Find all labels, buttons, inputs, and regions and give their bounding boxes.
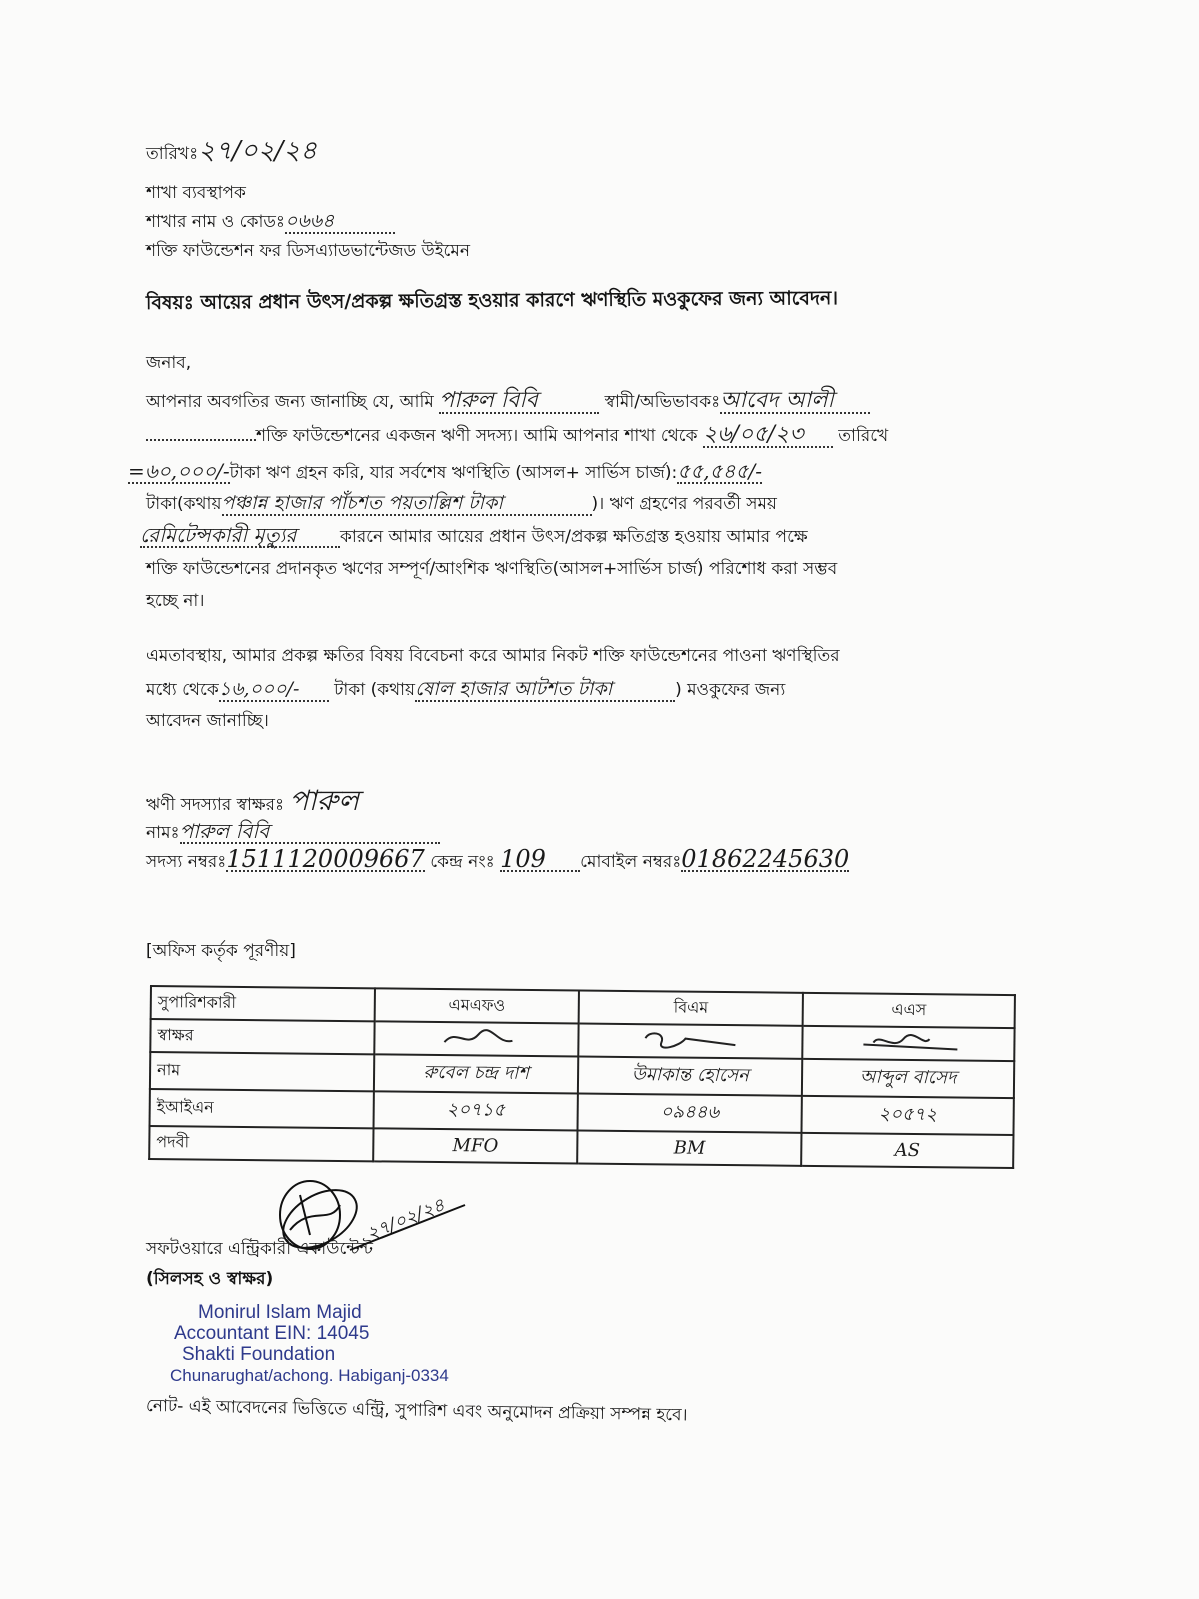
designation-cell: MFO	[373, 1128, 578, 1163]
accountant-label: সফটওয়ারে এন্ট্রিকারী একাউন্টেন্ট	[146, 1239, 374, 1259]
body-text: কারনে আমার আয়ের প্রধান উৎস/প্রকল্প ক্ষতিগ্রস্ত হওয়ায় আমার পক্ষে	[340, 527, 808, 547]
body-line-7: হচ্ছে না।	[146, 591, 205, 611]
signature-label: ঋণী সদস্যার স্বাক্ষরঃ	[146, 795, 285, 815]
member-no-label: সদস্য নম্বরঃ	[146, 852, 227, 872]
designation-cell: AS	[801, 1133, 1013, 1168]
member-ids-line	[146, 845, 850, 873]
waive-words-field: ষোল হাজার আটশত টাকা	[415, 678, 675, 702]
row-label: নাম	[150, 1052, 374, 1091]
body-line-9	[146, 678, 785, 702]
accountant-stamp	[170, 1302, 449, 1386]
member-signature-line	[146, 784, 359, 817]
designation-cell: BM	[577, 1130, 801, 1165]
role-cell: বিএম	[579, 990, 803, 1025]
row-label: ইআইএন	[150, 1089, 374, 1128]
body-text: শক্তি ফাউন্ডেশনের একজন ঋণী সদস্য। আমি আপনার শাখা থেকে	[256, 426, 698, 446]
outstanding-words-field: পঞ্চান্ন হাজার পাঁচশত পয়তাল্লিশ টাকা	[222, 492, 592, 516]
body-text: টাকা(কথায়	[146, 494, 222, 514]
stamp-line: Monirul Islam Majid	[198, 1302, 362, 1323]
outstanding-field: ৫৫,৫৪৫/-	[677, 459, 763, 483]
body-text: স্বামী/অভিভাবকঃ	[604, 392, 721, 412]
stamp-line: Chunarughat/achong. Habiganj-0334	[170, 1366, 449, 1385]
body-line-1	[146, 390, 870, 414]
date-label: তারিখঃ	[146, 144, 199, 164]
org-name: শক্তি ফাউন্ডেশন ফর ডিসএ্যাডভান্টেজড উইমেন	[146, 241, 470, 261]
name-cell: উমাকান্ত হোসেন	[578, 1056, 802, 1095]
row-label: স্বাক্ষর	[150, 1019, 374, 1054]
ein-cell: ২০৫৭২	[802, 1096, 1014, 1135]
loan-date-field: ২৬/০৫/২৩	[703, 424, 833, 448]
mobile-no: 01862245630	[681, 845, 850, 873]
ein-cell: ০৯৪৪৬	[578, 1093, 802, 1132]
mobile-label: মোবাইল নম্বরঃ	[580, 852, 682, 872]
signature-scribble-icon	[636, 1028, 746, 1051]
signature-scribble-icon	[853, 1030, 963, 1053]
date-value: ২৭/০২/২৪	[198, 136, 318, 166]
recipient: শাখা ব্যবস্থাপক	[146, 183, 246, 203]
signature-cell	[374, 1021, 579, 1056]
loan-amount-field: =৬০,০০০/-	[128, 459, 230, 483]
salutation: জনাব,	[146, 353, 192, 373]
body-text: টাকা ঋণ গ্রহন করি, যার সর্বশেষ ঋণস্থিতি (আসল+ সার্ভিস চার্জ):	[229, 463, 678, 483]
office-heading: [অফিস কর্তৃক পূরণীয়]	[146, 941, 296, 961]
waive-amount-field: ১৬,০০০/-	[219, 678, 329, 702]
blank-dots	[146, 439, 256, 441]
member-signature: পারুল	[289, 784, 359, 817]
accountant-sublabel: (সিলসহ ও স্বাক্ষর)	[146, 1269, 274, 1289]
accountant-signature-date: ২৭/০২/২৪	[363, 1194, 448, 1245]
signature-scribble-icon	[436, 1026, 516, 1049]
signature-cell	[802, 1026, 1014, 1061]
member-name-field: পারুল বিবি	[439, 390, 599, 414]
member-name: পারুল বিবি	[180, 820, 440, 844]
body-line-10: আবেদন জানাচ্ছি।	[146, 711, 269, 731]
role-cell: এমএফও	[375, 988, 580, 1023]
body-line-4	[146, 492, 777, 516]
row-label: সুপারিশকারী	[151, 986, 375, 1021]
member-name-line	[146, 820, 440, 844]
subject-line: বিষয়ঃ আয়ের প্রধান উৎস/প্রকল্প ক্ষতিগ্রস্ত হওয়ার কারণে ঋণস্থিতি মওকুফের জন্য আবেদন।	[145, 287, 839, 314]
branch-code: ০৬৬৪	[285, 210, 395, 234]
ein-cell: ২০৭১৫	[374, 1091, 579, 1130]
body-text: )। ঋণ গ্রহণের পরবর্তী সময়	[591, 494, 777, 514]
member-no: 1511120009667	[226, 845, 425, 873]
body-text: মধ্যে থেকে	[146, 680, 219, 700]
guardian-name-field: আবেদ আলী	[720, 390, 870, 414]
body-line-5	[140, 524, 808, 548]
center-label: কেন্দ্র নংঃ	[430, 852, 495, 872]
body-text: ) মওকুফের জন্য	[675, 680, 786, 700]
body-text: তারিখে	[838, 426, 889, 446]
stamp-line: Accountant EIN: 14045	[174, 1323, 370, 1344]
office-table	[148, 985, 1016, 1169]
date-line	[146, 136, 318, 166]
reason-field: রেমিটেন্সকারী মৃত্যুর	[140, 524, 340, 548]
stamp-line: Shakti Foundation	[182, 1344, 336, 1365]
body-line-6: শক্তি ফাউন্ডেশনের প্রদানকৃত ঋণের সম্পূর্ণ/আংশিক ঋণস্থিতি(আসল+সার্ভিস চার্জ) পরিশোধ করা সম্ভব	[146, 559, 838, 579]
branch-label: শাখার নাম ও কোডঃ	[146, 212, 285, 232]
center-no: 109	[500, 848, 580, 872]
body-line-3	[128, 460, 762, 484]
body-line-2	[146, 424, 888, 448]
name-cell: আব্দুল বাসেদ	[802, 1059, 1014, 1098]
body-text: আপনার অবগতির জন্য জানাচ্ছি যে, আমি	[146, 392, 434, 412]
branch-line	[146, 210, 395, 234]
role-cell: এএস	[803, 993, 1015, 1028]
name-cell: রুবেল চন্দ্র দাশ	[374, 1054, 579, 1093]
note-line: নোট- এই আবেদনের ভিত্তিতে এন্ট্রি, সুপারিশ এবং অনুমোদন প্রক্রিয়া সম্পন্ন হবে।	[145, 1396, 688, 1426]
row-label: পদবী	[149, 1126, 373, 1161]
signature-cell	[579, 1023, 803, 1058]
body-line-8: এমতাবস্থায়, আমার প্রকল্প ক্ষতির বিষয় বিবেচনা করে আমার নিকট শক্তি ফাউন্ডেশনের পাওনা ঋণস্থিতির	[146, 646, 840, 666]
name-label: নামঃ	[146, 823, 180, 843]
body-text: টাকা (কথায়	[334, 680, 416, 700]
